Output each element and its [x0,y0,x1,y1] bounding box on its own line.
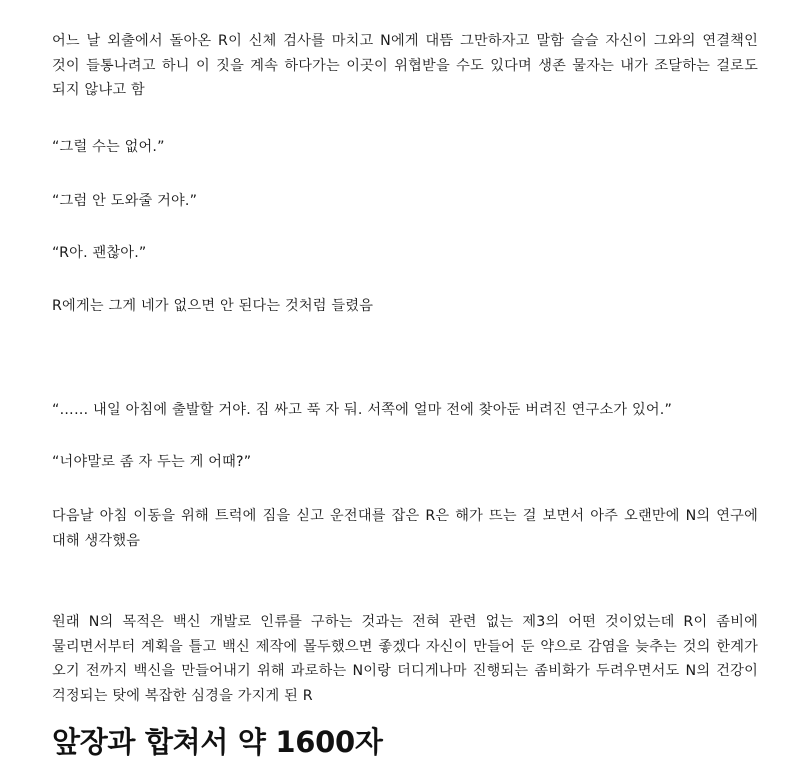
paragraph-3: 다음날 아침 이동을 위해 트럭에 짐을 싣고 운전대를 잡은 R은 해가 뜨는 걸 보면서 아주 오랜만에 N의 연구에 대해 생각했음 [52,508,758,549]
paragraph-4: 원래 N의 목적은 백신 개발로 인류를 구하는 것과는 전혀 관련 없는 제3의 어떤 것이었는데 R이 좀비에 물리면서부터 계획을 틀고 백신 제작에 몰두했으면 좋겠다 자신이 만들어 둔 약으로 감염을 늦추는 것의 한계가 오기 전까지 백신을 만들어내기 위해 과로하는 N이랑 더디게나마 진행되는 좀비화가 두려우면서도 N의 건강이 걱정되는 탓에 복잡한 심경을 가지게 된 R [52,614,758,704]
dialogue-line-3: “R아. 괜찮아.” [52,245,147,261]
dialogue-line-5: “너야말로 좀 자 두는 게 어때?” [52,454,252,470]
word-count-note: 앞장과 합쳐서 약 1600자 [52,725,383,759]
dialogue-line-4: “…… 내일 아침에 출발할 거야. 짐 싸고 푹 자 둬. 서쪽에 얼마 전에 찾아둔 버려진 연구소가 있어.” [52,402,673,418]
paragraph-2: R에게는 그게 네가 없으면 안 된다는 것처럼 들렸음 [52,298,374,314]
dialogue-line-2: “그럼 안 도와줄 거야.” [52,193,198,209]
dialogue-line-1: “그럴 수는 없어.” [52,139,165,155]
paragraph-1: 어느 날 외출에서 돌아온 R이 신체 검사를 마치고 N에게 대뜸 그만하자고 말함 슬슬 자신이 그와의 연결책인 것이 들통나려고 하니 이 짓을 계속 하다가는 이곳이 위협받을 수도 있다며 생존 물자는 내가 조달하는 걸로도 되지 않냐고 함 [52,33,758,98]
